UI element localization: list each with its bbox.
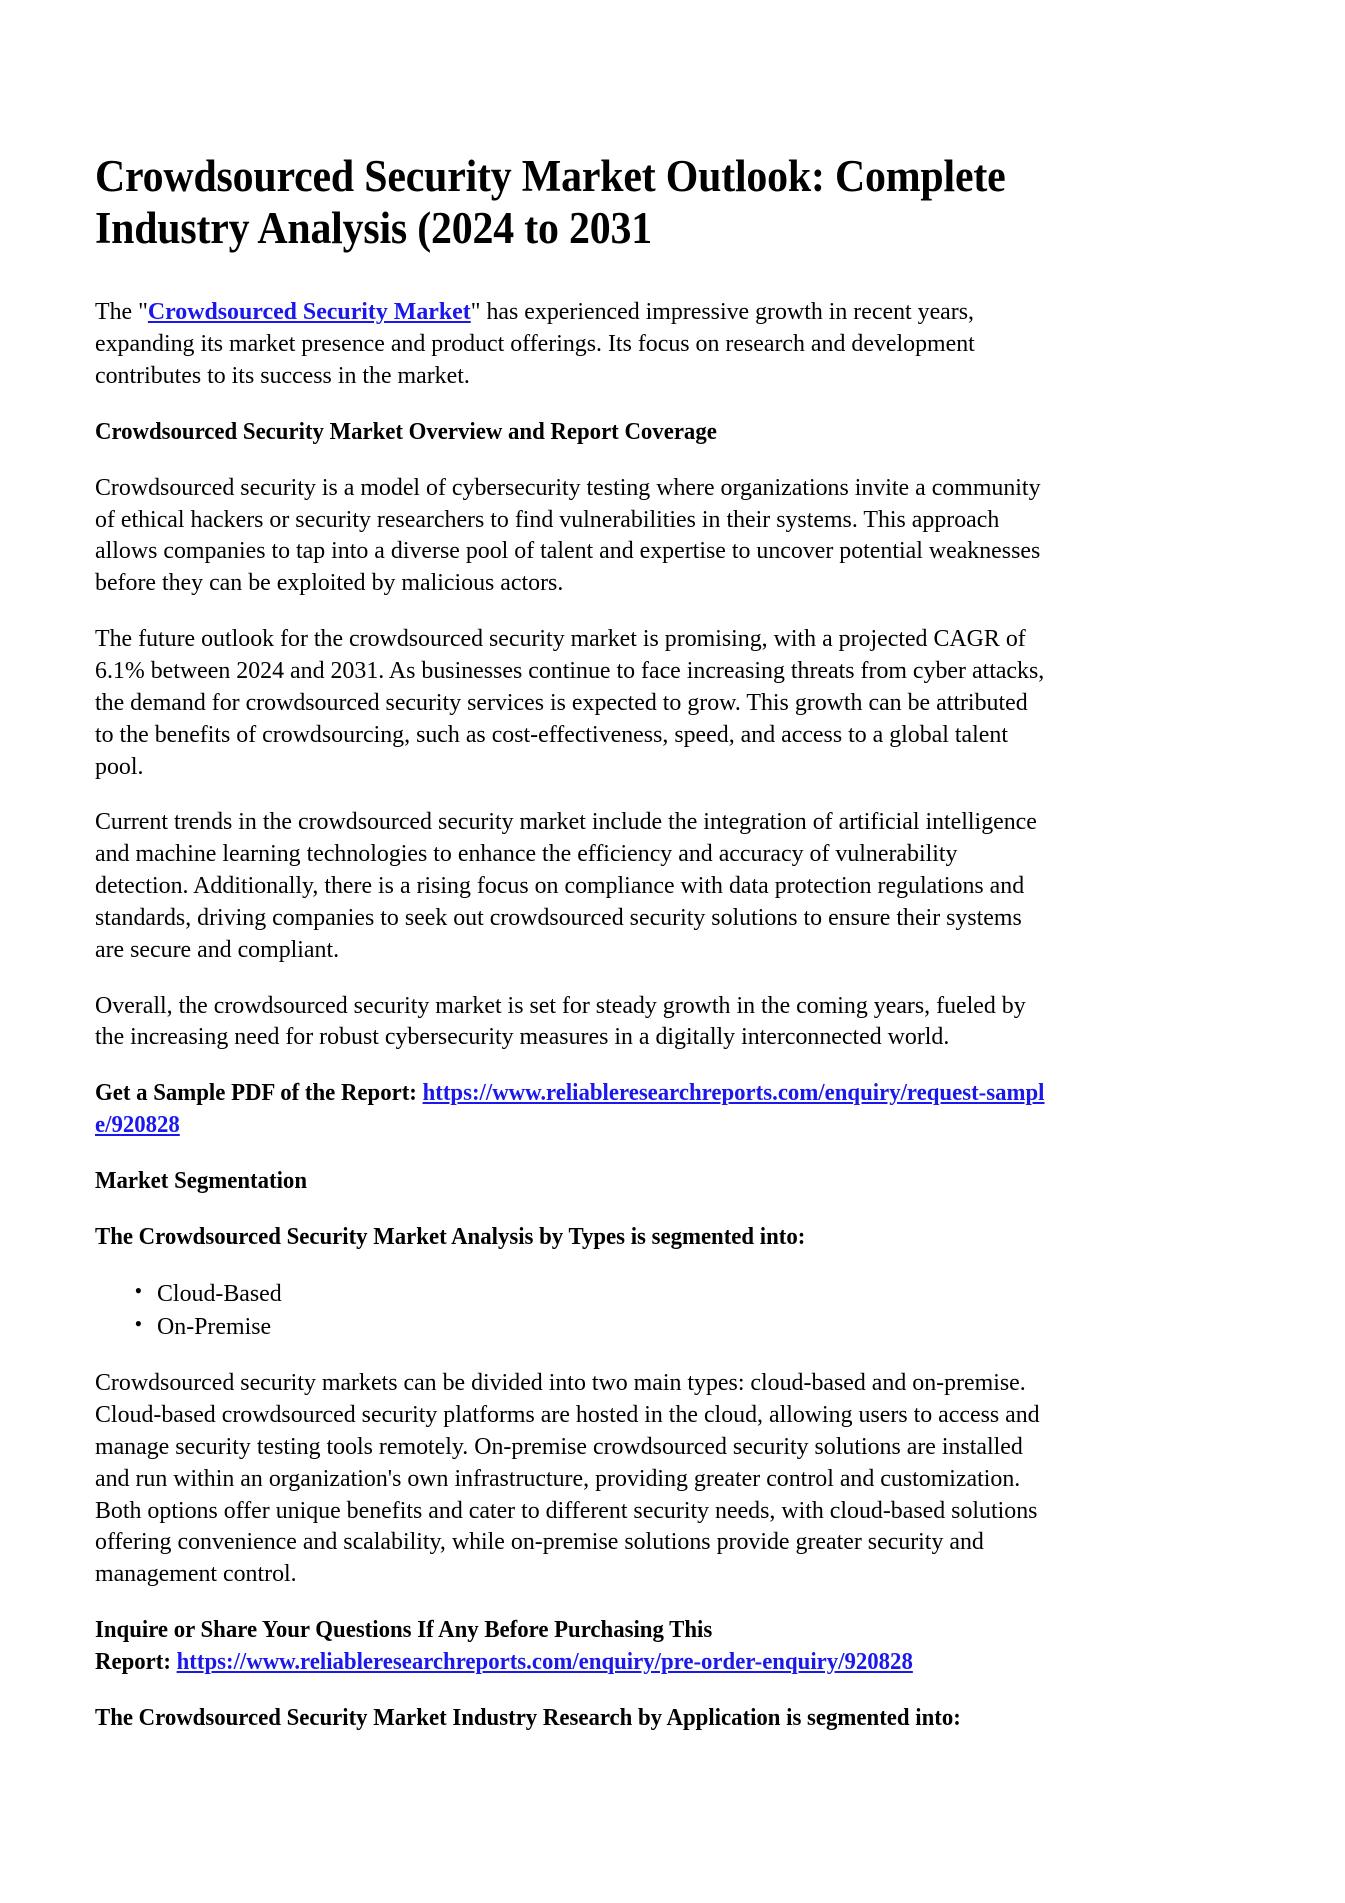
- crowdsourced-security-market-link[interactable]: Crowdsourced Security Market: [147, 298, 471, 326]
- list-item: • Cloud-Based: [157, 1277, 1023, 1310]
- intro-text-before: The ": [95, 298, 148, 326]
- inquire-label-line-1: Inquire or Share Your Questions If Any Before Purchasing This: [95, 1616, 713, 1644]
- future-outlook-paragraph: The future outlook for the crowdsourced security market is promising, with a projected CAGR of 6.1% between 2024 and 2031. As businesses continue to face increasing threats from cyber attacks, the demand for crowdsourced security services is expected to grow. This growth can be attributed to the benefits of crowdsourcing, such as cost-effectiveness, speed, and access to a global talent pool.: [95, 625, 1045, 780]
- intro-text-after: " has experienced impressive growth in recent years, expanding its market presence and product offerings. Its focus on research and development contributes to its success in the market.: [95, 298, 975, 390]
- current-trends-paragraph: Current trends in the crowdsourced security market include the integration of artificial intelligence and machine learning technologies to enhance the efficiency and accuracy of vulnerability detection. Additionally, there is a rising focus on compliance with data protection regulations and standards, driving companies to seek out crowdsourced security solutions to ensure their systems are secure and compliant.: [95, 808, 1037, 963]
- types-description-paragraph: Crowdsourced security markets can be divided into two main types: cloud-based and on-premise. Cloud-based crowdsourced security platforms are hosted in the cloud, allowing users to access and manage security testing tools remotely. On-premise crowdsourced security solutions are installed and run within an organization's own infrastructure, providing greater control and customization. Both options offer unique benefits and cater to different security needs, with cloud-based solutions offering convenience and scalability, while on-premise solutions provide greater security and management control.: [95, 1369, 1040, 1588]
- page-title: Crowdsourced Security Market Outlook: Complete Industry Analysis (2024 to 2031: [95, 151, 1006, 254]
- sample-pdf-link[interactable]: https://www.reliableresearchreports.com/enquiry/request-sample/920828: [95, 1079, 1045, 1139]
- market-segmentation-heading: Market Segmentation: [95, 1166, 307, 1194]
- sample-pdf-label: Get a Sample PDF of the Report:: [95, 1079, 423, 1107]
- list-item: • On-Premise: [157, 1310, 1023, 1343]
- types-list: [95, 1277, 1045, 1344]
- inquire-line: [95, 1614, 1045, 1678]
- sample-pdf-line: [95, 1077, 1045, 1141]
- overview-heading: Crowdsourced Security Market Overview and Report Coverage: [95, 417, 717, 445]
- inquire-label-line-2: Report:: [95, 1648, 177, 1675]
- overview-paragraph: Crowdsourced security is a model of cybersecurity testing where organizations invite a community of ethical hackers or security researchers to find vulnerabilities in their systems. This approach allows companies to tap into a diverse pool of talent and expertise to uncover potential weaknesses before they can be exploited by malicious actors.: [95, 473, 1041, 597]
- overall-summary-paragraph: Overall, the crowdsourced security market is set for steady growth in the coming years, fueled by the increasing need for robust cybersecurity measures in a digitally interconnected world.: [95, 991, 1026, 1051]
- types-segmentation-heading: The Crowdsourced Security Market Analysis by Types is segmented into:: [95, 1222, 806, 1250]
- intro-paragraph: [95, 296, 1045, 392]
- application-segmentation-heading: The Crowdsourced Security Market Industry Research by Application is segmented into:: [95, 1703, 961, 1731]
- pre-order-enquiry-link[interactable]: https://www.reliableresearchreports.com/enquiry/pre-order-enquiry/920828: [176, 1648, 913, 1675]
